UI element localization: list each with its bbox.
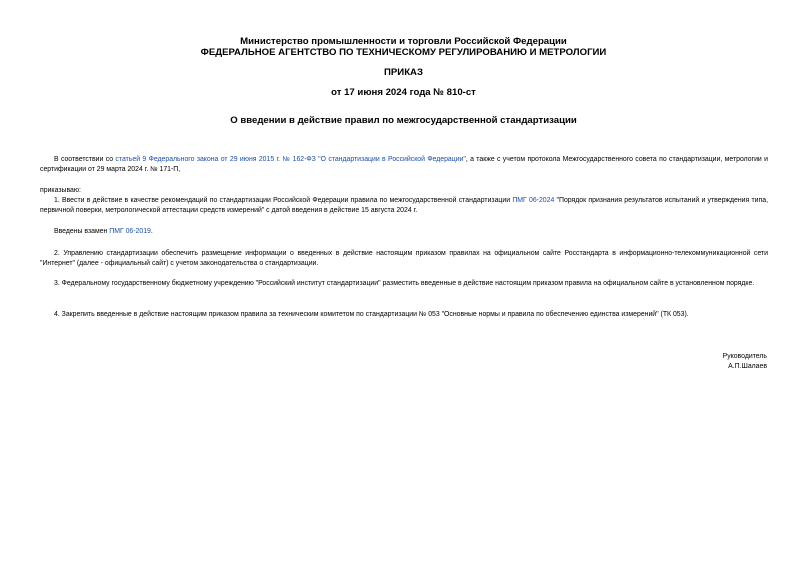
replaced-text-start: Введены взамен	[54, 228, 110, 235]
pmg-06-2024-link[interactable]: ПМГ 06-2024	[512, 197, 555, 204]
preamble-text-end: , а также с учетом протокола Межгосударственного совета по стандартизации, метрологии и сертификации от 29 марта 2024 г. № 171-П,	[40, 156, 768, 173]
signature-title: Руководитель	[722, 353, 767, 360]
paragraph-item-4: 4. Закрепить введенные в действие настоящим приказом правила за техническим комитетом по стандартизации № 053 "Основные нормы и правила по обеспечению единства измерений" (ТК 053).	[54, 311, 689, 318]
paragraph-item-3: 3. Федеральному государственному бюджетному учреждению "Российский институт стандартизации" разместить введенные в действие настоящим приказом правила на официальном сайте в установленном порядке.	[54, 280, 755, 287]
agency-name: ФЕДЕРАЛЬНОЕ АГЕНТСТВО ПО ТЕХНИЧЕСКОМУ РЕГУЛИРОВАНИЮ И МЕТРОЛОГИИ	[200, 47, 607, 58]
paragraph-preamble	[40, 155, 768, 175]
document-subject: О введении в действие правил по межгосударственной стандартизации	[230, 115, 577, 126]
order-word: приказываю:	[40, 187, 81, 194]
item-1-text-start: 1. Ввести в действие в качестве рекомендаций по стандартизации Российской Федерации правила по межгосударственной стандартизации	[54, 197, 513, 204]
pmg-06-2019-link[interactable]: ПМГ 06-2019	[109, 228, 151, 235]
document-type: ПРИКАЗ	[384, 67, 423, 78]
paragraph-item-1	[40, 196, 768, 216]
preamble-text-start: В соответствии со	[54, 156, 116, 163]
replaced-text-end: .	[150, 228, 153, 235]
signature-name: А.П.Шалаев	[728, 363, 767, 370]
federal-law-link[interactable]: статьей 9 Федерального закона от 29 июня 2015 г. № 162-ФЗ "О стандартизации в Российской Федерации"	[115, 156, 466, 163]
ministry-name: Министерство промышленности и торговли Российской Федерации	[240, 36, 567, 47]
paragraph-item-2: 2. Управлению стандартизации обеспечить размещение информации о введенных в действие настоящим приказом правилах на официальном сайте Росстандарта в информационно-телекоммуникационной сети "Интернет" (далее - официальный сайт) с учетом законодательства о стандартизации.	[40, 250, 768, 267]
paragraph-replaced	[40, 227, 768, 237]
item-1-text-end: "Порядок признания результатов испытаний и утверждения типа, первичной поверки, метрологической аттестации средств измерений" с датой введения в действие 15 августа 2024 г.	[40, 197, 768, 214]
document-date-number: от 17 июня 2024 года № 810-ст	[331, 87, 476, 98]
